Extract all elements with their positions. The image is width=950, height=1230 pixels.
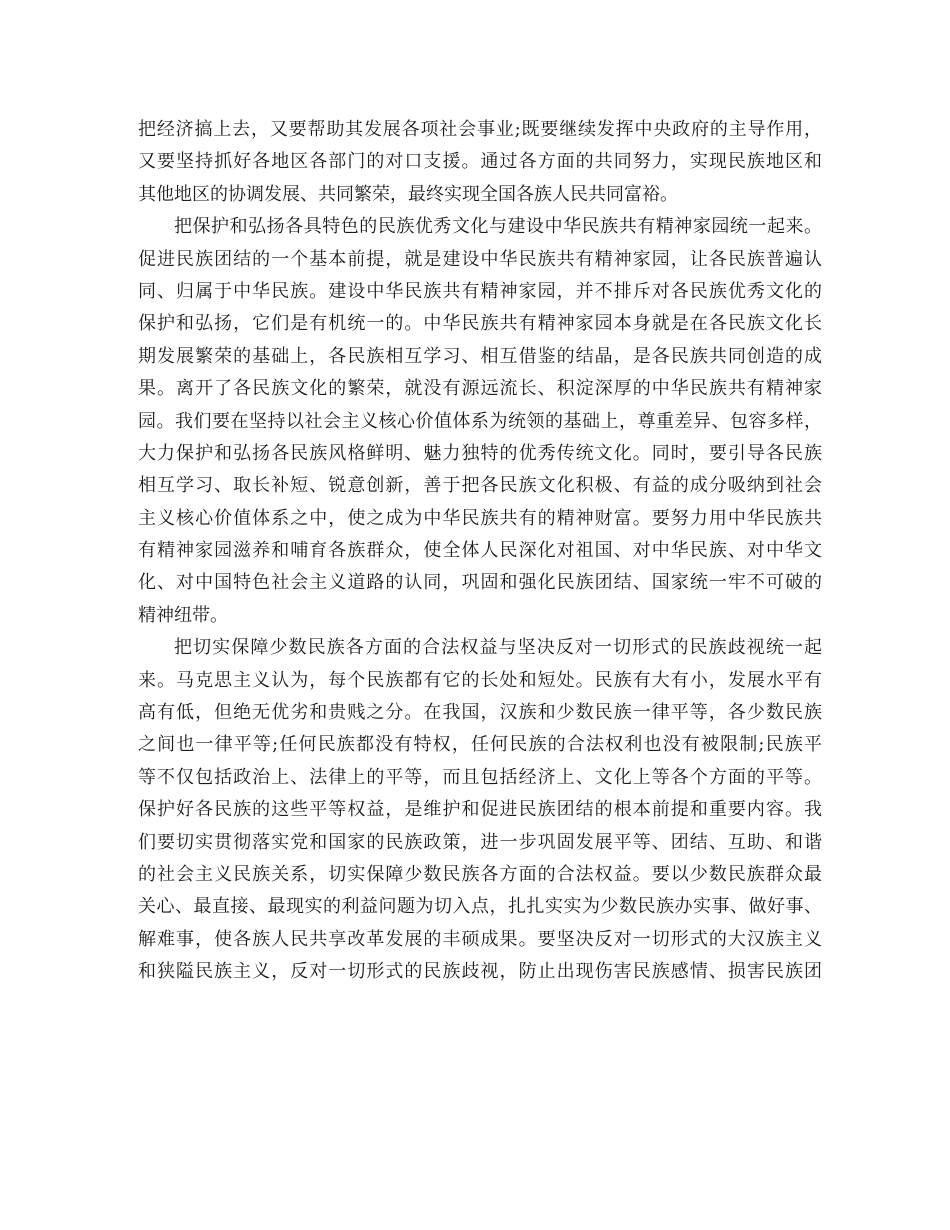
paragraph-3 xyxy=(138,632,822,988)
text-line: 和狭隘民族主义，反对一切形式的民族歧视，防止出现伤害民族感情、损害民族团 xyxy=(138,961,822,983)
text-line: 精神纽带。 xyxy=(138,604,228,626)
text-line: 促进民族团结的一个基本前提，就是建设中华民族共有精神家园，让各民族普遍认 xyxy=(138,248,822,270)
text-line: 解难事，使各族人民共享改革发展的丰硕成果。要坚决反对一切形式的大汉族主义 xyxy=(138,928,822,950)
paragraph-2 xyxy=(138,211,822,632)
text-line: 把切实保障少数民族各方面的合法权益与坚决反对一切形式的民族歧视统一起 xyxy=(174,637,822,659)
text-line: 们要切实贯彻落实党和国家的民族政策，进一步巩固发展平等、团结、互助、和谐 xyxy=(138,831,822,853)
text-line: 有精神家园滋养和哺育各族群众，使全体人民深化对祖国、对中华民族、对中华文 xyxy=(138,540,822,562)
text-line: 保护好各民族的这些平等权益，是维护和促进民族团结的根本前提和重要内容。我 xyxy=(138,799,822,821)
text-line: 其他地区的协调发展、共同繁荣，最终实现全国各族人民共同富裕。 xyxy=(138,183,678,205)
text-line: 期发展繁荣的基础上，各民族相互学习、相互借鉴的结晶，是各民族共同创造的成 xyxy=(138,345,822,367)
text-line: 来。马克思主义认为，每个民族都有它的长处和短处。民族有大有小，发展水平有 xyxy=(138,669,822,691)
text-line: 相互学习、取长补短、锐意创新，善于把各民族文化积极、有益的成分吸纳到社会 xyxy=(138,475,822,497)
text-line: 的社会主义民族关系，切实保障少数民族各方面的合法权益。要以少数民族群众最 xyxy=(138,863,822,885)
text-line: 等不仅包括政治上、法律上的平等，而且包括经济上、文化上等各个方面的平等。 xyxy=(138,766,822,788)
text-line: 果。离开了各民族文化的繁荣，就没有源远流长、积淀深厚的中华民族共有精神家 xyxy=(138,378,822,400)
document-body xyxy=(138,114,822,989)
text-line: 园。我们要在坚持以社会主义核心价值体系为统领的基础上，尊重差异、包容多样， xyxy=(138,410,822,432)
text-line: 之间也一律平等;任何民族都没有特权，任何民族的合法权利也没有被限制;民族平 xyxy=(138,734,822,756)
text-line: 化、对中国特色社会主义道路的认同，巩固和强化民族团结、国家统一牢不可破的 xyxy=(138,572,822,594)
text-line: 关心、最直接、最现实的利益问题为切入点，扎扎实实为少数民族办实事、做好事、 xyxy=(138,896,822,918)
text-line: 把保护和弘扬各具特色的民族优秀文化与建设中华民族共有精神家园统一起来。 xyxy=(174,216,822,238)
paragraph-1 xyxy=(138,114,822,211)
text-line: 高有低，但绝无优劣和贵贱之分。在我国，汉族和少数民族一律平等，各少数民族 xyxy=(138,702,822,724)
text-line: 主义核心价值体系之中，使之成为中华民族共有的精神财富。要努力用中华民族共 xyxy=(138,507,822,529)
text-line: 同、归属于中华民族。建设中华民族共有精神家园，并不排斥对各民族优秀文化的 xyxy=(138,280,822,302)
text-line: 把经济搞上去，又要帮助其发展各项社会事业;既要继续发挥中央政府的主导作用， xyxy=(138,119,822,140)
text-line: 大力保护和弘扬各民族风格鲜明、魅力独特的优秀传统文化。同时，要引导各民族 xyxy=(138,442,822,464)
text-line: 又要坚持抓好各地区各部门的对口支援。通过各方面的共同努力，实现民族地区和 xyxy=(138,151,822,173)
text-line: 保护和弘扬，它们是有机统一的。中华民族共有精神家园本身就是在各民族文化长 xyxy=(138,313,822,335)
